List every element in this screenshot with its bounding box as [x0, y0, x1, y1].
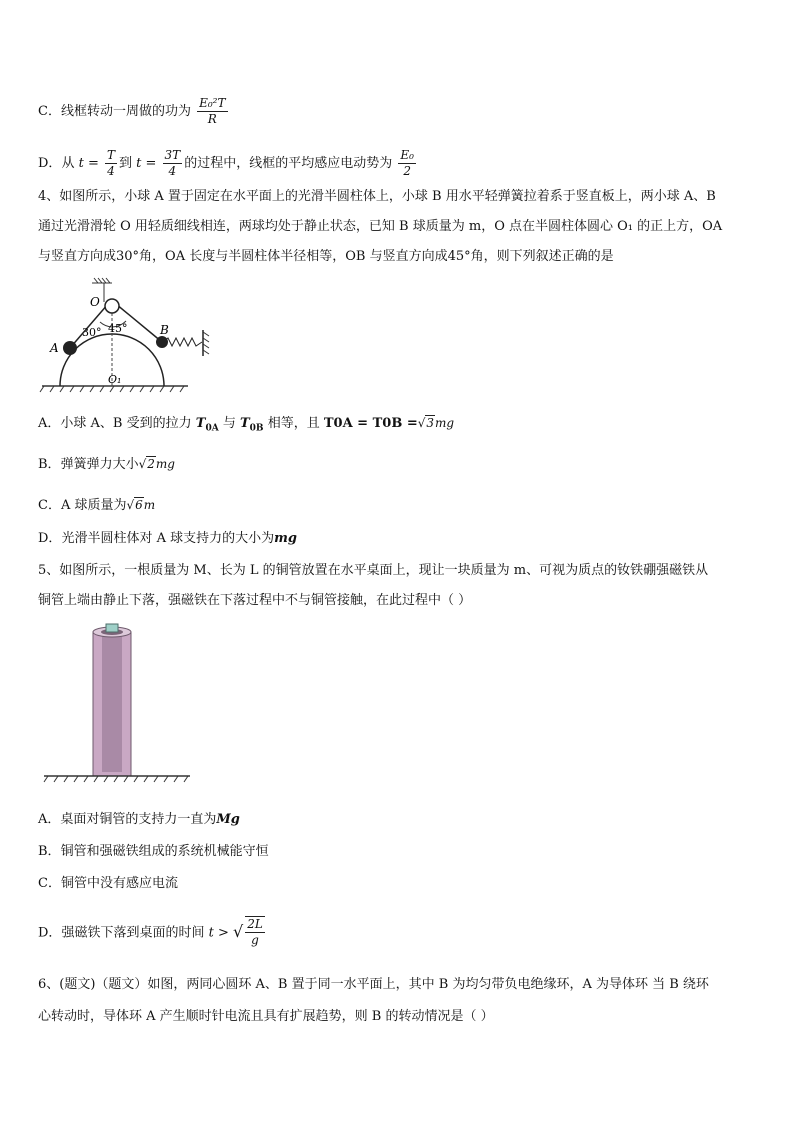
q3-option-d: D．从 t = $\frac{T}{4}$ 到 t = $\frac{3T}{4}$ 的过程中，线框的平均感应电动势为 $\frac{\text{E₀}}{2}$ — [38, 148, 414, 178]
label-a: A — [50, 341, 59, 355]
sqrt-3: √3mg — [417, 416, 455, 430]
label-angle-45: 45° — [108, 322, 128, 335]
q5-option-d: D．强磁铁下落到桌面的时间 t > √ $\frac{2L}{g}$ — [38, 916, 267, 948]
q3-d-fraction-3: $\frac{\text{E₀}}{2}$ — [400, 148, 414, 178]
q4-figure — [38, 276, 218, 396]
label-angle-30: 30° — [82, 326, 102, 339]
q4-stem-line1: 4、如图所示，小球 A 置于固定在水平面上的光滑半圆柱体上，小球 B 用水平轻弹簧拉着系于竖直板上，两小球 A、B — [38, 189, 716, 204]
ceiling-hatch — [92, 278, 112, 283]
ball-a — [63, 341, 77, 355]
sqrt-2l-over-g: √ $\frac{2L}{g}$ — [232, 917, 263, 947]
q5-option-a: A．桌面对铜管的支持力一直为Mg — [38, 812, 240, 827]
sqrt-6: √6m — [126, 498, 156, 512]
q4-stem-line2: 通过光滑滑轮 O 用轻质细线相连，两球均处于静止状态，已知 B 球质量为 m，O 点在半圆柱体圆心 O₁ 的正上方，OA — [38, 219, 723, 234]
q3-c-fraction: $\frac{\text{E₀²T}}{R}$ — [199, 96, 226, 126]
q4-option-a: A．小球 A、B 受到的拉力 $T_{0A}$ 与 $T_{0B}$ 相等，且 T0A = T0B =√3mg — [38, 416, 455, 434]
table-hatch — [44, 776, 188, 782]
label-o: O — [90, 295, 100, 309]
pulley — [105, 299, 119, 313]
q3-d-fraction-1: $\frac{T}{4}$ — [106, 148, 115, 178]
label-o1: O₁ — [108, 373, 122, 386]
q5-stem-line2: 铜管上端由静止下落，强磁铁在下落过程中不与铜管接触，在此过程中（ ） — [38, 593, 472, 608]
q4-option-b: B．弹簧弹力大小√2mg — [38, 457, 175, 472]
q5-option-c: C．铜管中没有感应电流 — [38, 876, 178, 891]
label-b: B — [160, 323, 169, 337]
q4-option-c: C．A 球质量为√6m — [38, 498, 156, 513]
q3-d-fraction-2: $\frac{3T}{4}$ — [164, 148, 181, 178]
q4-stem-line3: 与竖直方向成30°角，OA 长度与半圆柱体半径相等，OB 与竖直方向成45°角，则下列叙述正确的是 — [38, 249, 614, 264]
q5-stem-line1: 5、如图所示，一根质量为 M、长为 L 的铜管放置在水平桌面上，现让一块质量为 m、可视为质点的钕铁硼强磁铁从 — [38, 563, 709, 578]
magnet — [106, 624, 118, 632]
q3-option-c: C．线框转动一周做的功为 $\frac{\text{E₀²T}}{R}$ — [38, 96, 226, 126]
wall-hatch — [203, 332, 209, 354]
q4-option-d: D．光滑半圆柱体对 A 球支持力的大小为mg — [38, 531, 297, 546]
ground-hatch — [40, 386, 184, 392]
ball-b — [156, 336, 168, 348]
q5-option-b: B．铜管和强磁铁组成的系统机械能守恒 — [38, 844, 269, 859]
sqrt-2: √2mg — [138, 457, 175, 471]
q6-stem-line1: 6、(题文)（题文）如图，两同心圆环 A、B 置于同一水平面上，其中 B 为均匀带负电绝缘环，A 为导体环 当 B 绕环 — [38, 977, 709, 992]
q5-figure — [40, 620, 210, 790]
q6-stem-line2: 心转动时，导体环 A 产生顺时针电流且具有扩展趋势，则 B 的转动情况是（ ） — [38, 1009, 494, 1024]
tube-inner — [102, 636, 122, 772]
